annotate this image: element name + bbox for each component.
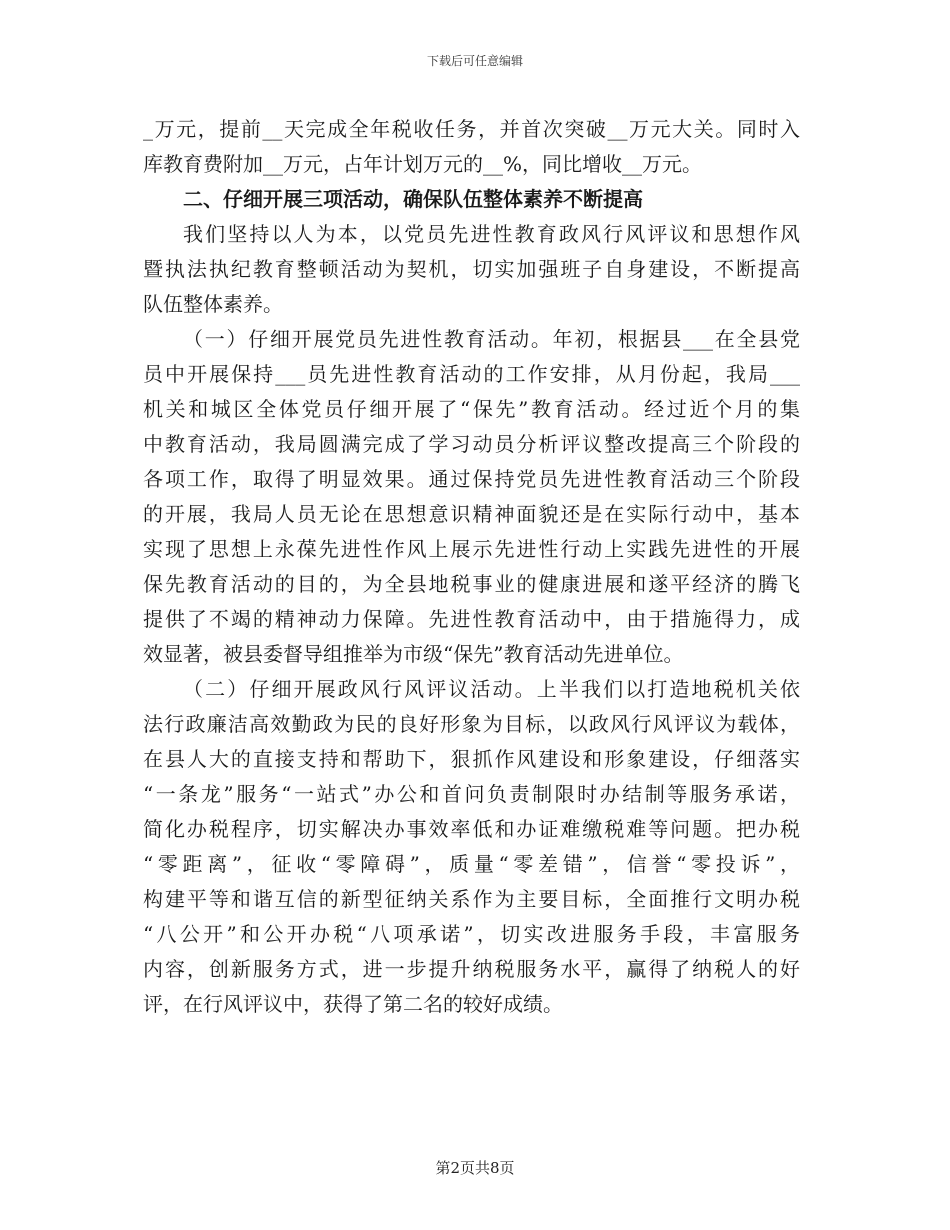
- body-line: “零距离”，征收“零障碍”，质量“零差错”，信誉“零投诉”，: [143, 852, 800, 876]
- body-line: 构建平等和谐互信的新型征纳关系作为主要目标，全面推行文明办税: [143, 887, 800, 911]
- body-line: 库教育费附加__万元，占年计划万元的__%，同比增收__万元。: [143, 152, 703, 176]
- body-line: 队伍整体素养。: [143, 292, 283, 316]
- body-line: 各项工作，取得了明显效果。通过保持党员先进性教育活动三个阶段: [143, 467, 800, 491]
- body-line: 实现了思想上永葆先进性作风上展示先进性行动上实践先进性的开展: [143, 537, 800, 561]
- body-line: 机关和城区全体党员仔细开展了“保先”教育活动。经过近个月的集: [143, 397, 800, 421]
- body-line: _万元，提前__天完成全年税收任务，并首次突破__万元大关。同时入: [143, 117, 800, 141]
- body-line: 保先教育活动的目的，为全县地税事业的健康进展和遂平经济的腾飞: [143, 572, 800, 596]
- body-line: 暨执法执纪教育整顿活动为契机，切实加强班子自身建设，不断提高: [143, 257, 800, 281]
- section-heading: 二、仔细开展三项活动，确保队伍整体素养不断提高: [183, 187, 643, 211]
- body-line: （二）仔细开展政风行风评议活动。上半我们以打造地税机关依: [183, 677, 800, 701]
- page-header-note: 下载后可任意编辑: [426, 54, 523, 68]
- body-line: 效显著，被县委督导组推举为市级“保先”教育活动先进单位。: [143, 642, 684, 666]
- body-line: 我们坚持以人为本，以党员先进性教育政风行风评议和思想作风: [183, 222, 800, 246]
- body-line: 评，在行风评议中，获得了第二名的较好成绩。: [143, 992, 563, 1016]
- body-line: 法行政廉洁高效勤政为民的良好形象为目标，以政风行风评议为载体，: [143, 712, 800, 736]
- body-line: 的开展，我局人员无论在思想意识精神面貌还是在实际行动中，基本: [143, 502, 800, 526]
- body-line: “八公开”和公开办税“八项承诺”，切实改进服务手段，丰富服务: [143, 922, 800, 946]
- document-body: [143, 112, 800, 1022]
- body-line: （一）仔细开展党员先进性教育活动。年初，根据县___在全县党: [183, 327, 800, 351]
- body-line: 中教育活动，我局圆满完成了学习动员分析评议整改提高三个阶段的: [143, 432, 800, 456]
- page-number: 第2页共8页: [435, 1159, 515, 1177]
- body-line: 员中开展保持___员先进性教育活动的工作安排，从月份起，我局___: [143, 362, 800, 386]
- body-line: 内容，创新服务方式，进一步提升纳税服务水平，赢得了纳税人的好: [143, 957, 800, 981]
- body-line: 在县人大的直接支持和帮助下，狠抓作风建设和形象建设，仔细落实: [143, 747, 800, 771]
- body-line: 提供了不竭的精神动力保障。先进性教育活动中，由于措施得力，成: [143, 607, 800, 631]
- body-line: 简化办税程序，切实解决办事效率低和办证难缴税难等问题。把办税: [143, 817, 800, 841]
- body-line: “一条龙”服务“一站式”办公和首问负责制限时办结制等服务承诺，: [143, 782, 800, 806]
